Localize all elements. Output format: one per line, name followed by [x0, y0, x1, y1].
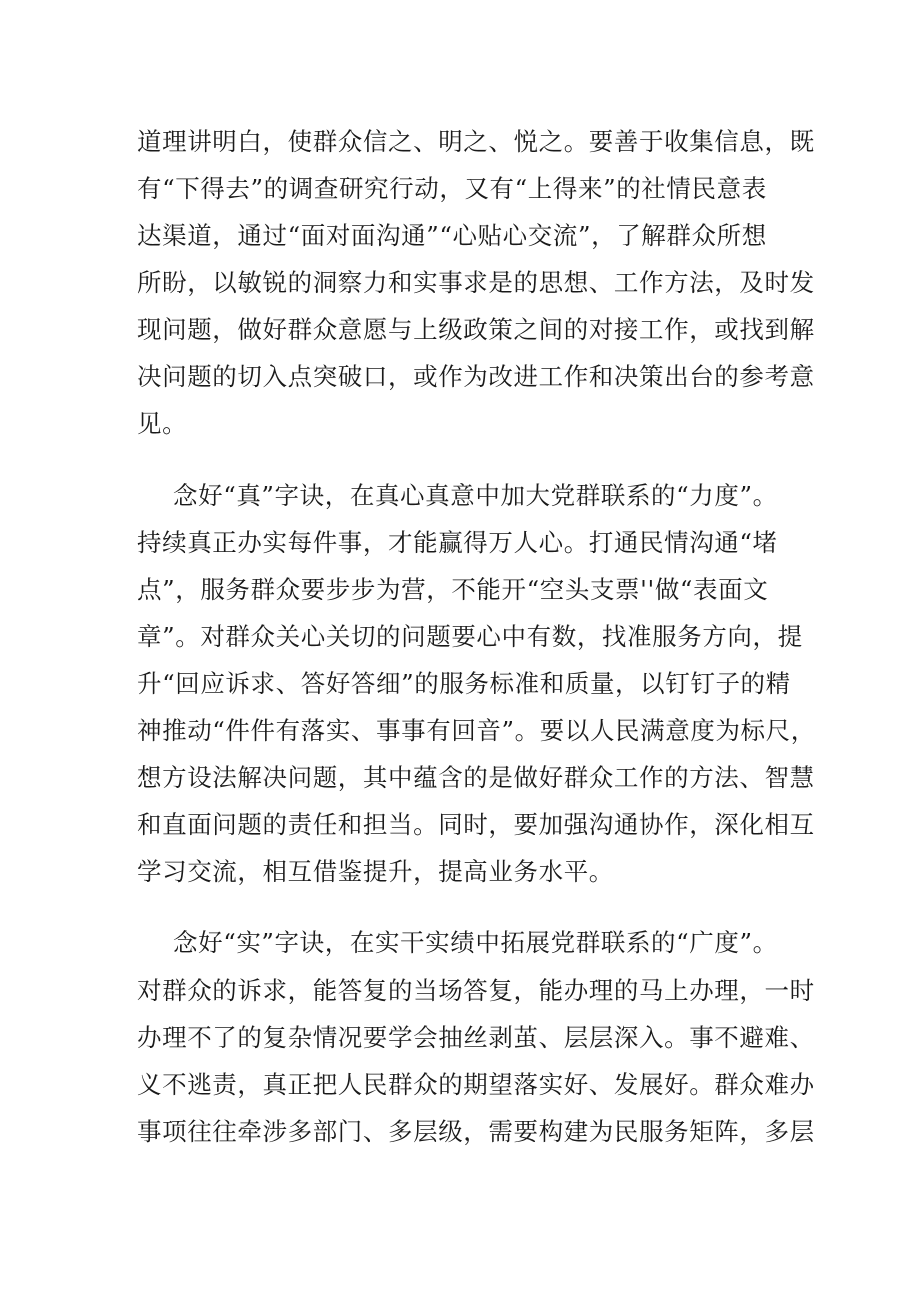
text-line: 和直面问题的责任和担当。同时，要加强沟通协作，深化相互 — [137, 810, 815, 839]
text-line: 见。 — [137, 409, 188, 438]
text-line: 对群众的诉求，能答复的当场答复，能办理的马上办理，一时 — [137, 976, 815, 1005]
text-line: 持续真正办实每件事，才能赢得万人心。打通民情沟通“堵 — [137, 528, 778, 557]
text-line: 学习交流，相互借鉴提升，提高业务水平。 — [137, 857, 614, 886]
paragraph-first-line: 念好“真”字诀，在真心真意中加大党群联系的“力度”。 — [173, 481, 778, 510]
text-line: 义不逃责，真正把人民群众的期望落实好、发展好。群众难办 — [137, 1070, 815, 1099]
text-line: 有“下得去”的调查研究行动，又有“上得来”的社情民意表 — [137, 174, 767, 203]
text-line: 达渠道，通过“面对面沟通”“心贴心交流”，了解群众所想 — [137, 221, 767, 250]
text-line: 所盼，以敏锐的洞察力和实事求是的思想、工作方法，及时发 — [137, 268, 815, 297]
paragraph-first-line: 念好“实”字诀，在实干实绩中拓展党群联系的“广度”。 — [173, 928, 778, 957]
text-line: 事项往往牵涉多部门、多层级，需要构建为民服务矩阵，多层 — [137, 1117, 815, 1146]
text-line: 道理讲明白，使群众信之、明之、悦之。要善于收集信息，既 — [137, 127, 815, 156]
text-line: 升“回应诉求、答好答细”的服务标准和质量，以钉钉子的精 — [137, 669, 791, 698]
text-line: 决问题的切入点突破口，或作为改进工作和决策出台的参考意 — [137, 362, 815, 391]
text-line: 想方设法解决问题，其中蕴含的是做好群众工作的方法、智慧 — [137, 763, 815, 792]
text-line: 点”，服务群众要步步为营，不能开“空头支票''做“表面文 — [137, 575, 769, 604]
text-line: 神推动“件件有落实、事事有回音”。要以人民满意度为标尺， — [137, 716, 816, 745]
text-line: 章”。对群众关心关切的问题要心中有数，找准服务方向，提 — [137, 622, 803, 651]
text-line: 现问题，做好群众意愿与上级政策之间的对接工作，或找到解 — [137, 315, 815, 344]
text-line: 办理不了的复杂情况要学会抽丝剥茧、层层深入。事不避难、 — [137, 1023, 815, 1052]
